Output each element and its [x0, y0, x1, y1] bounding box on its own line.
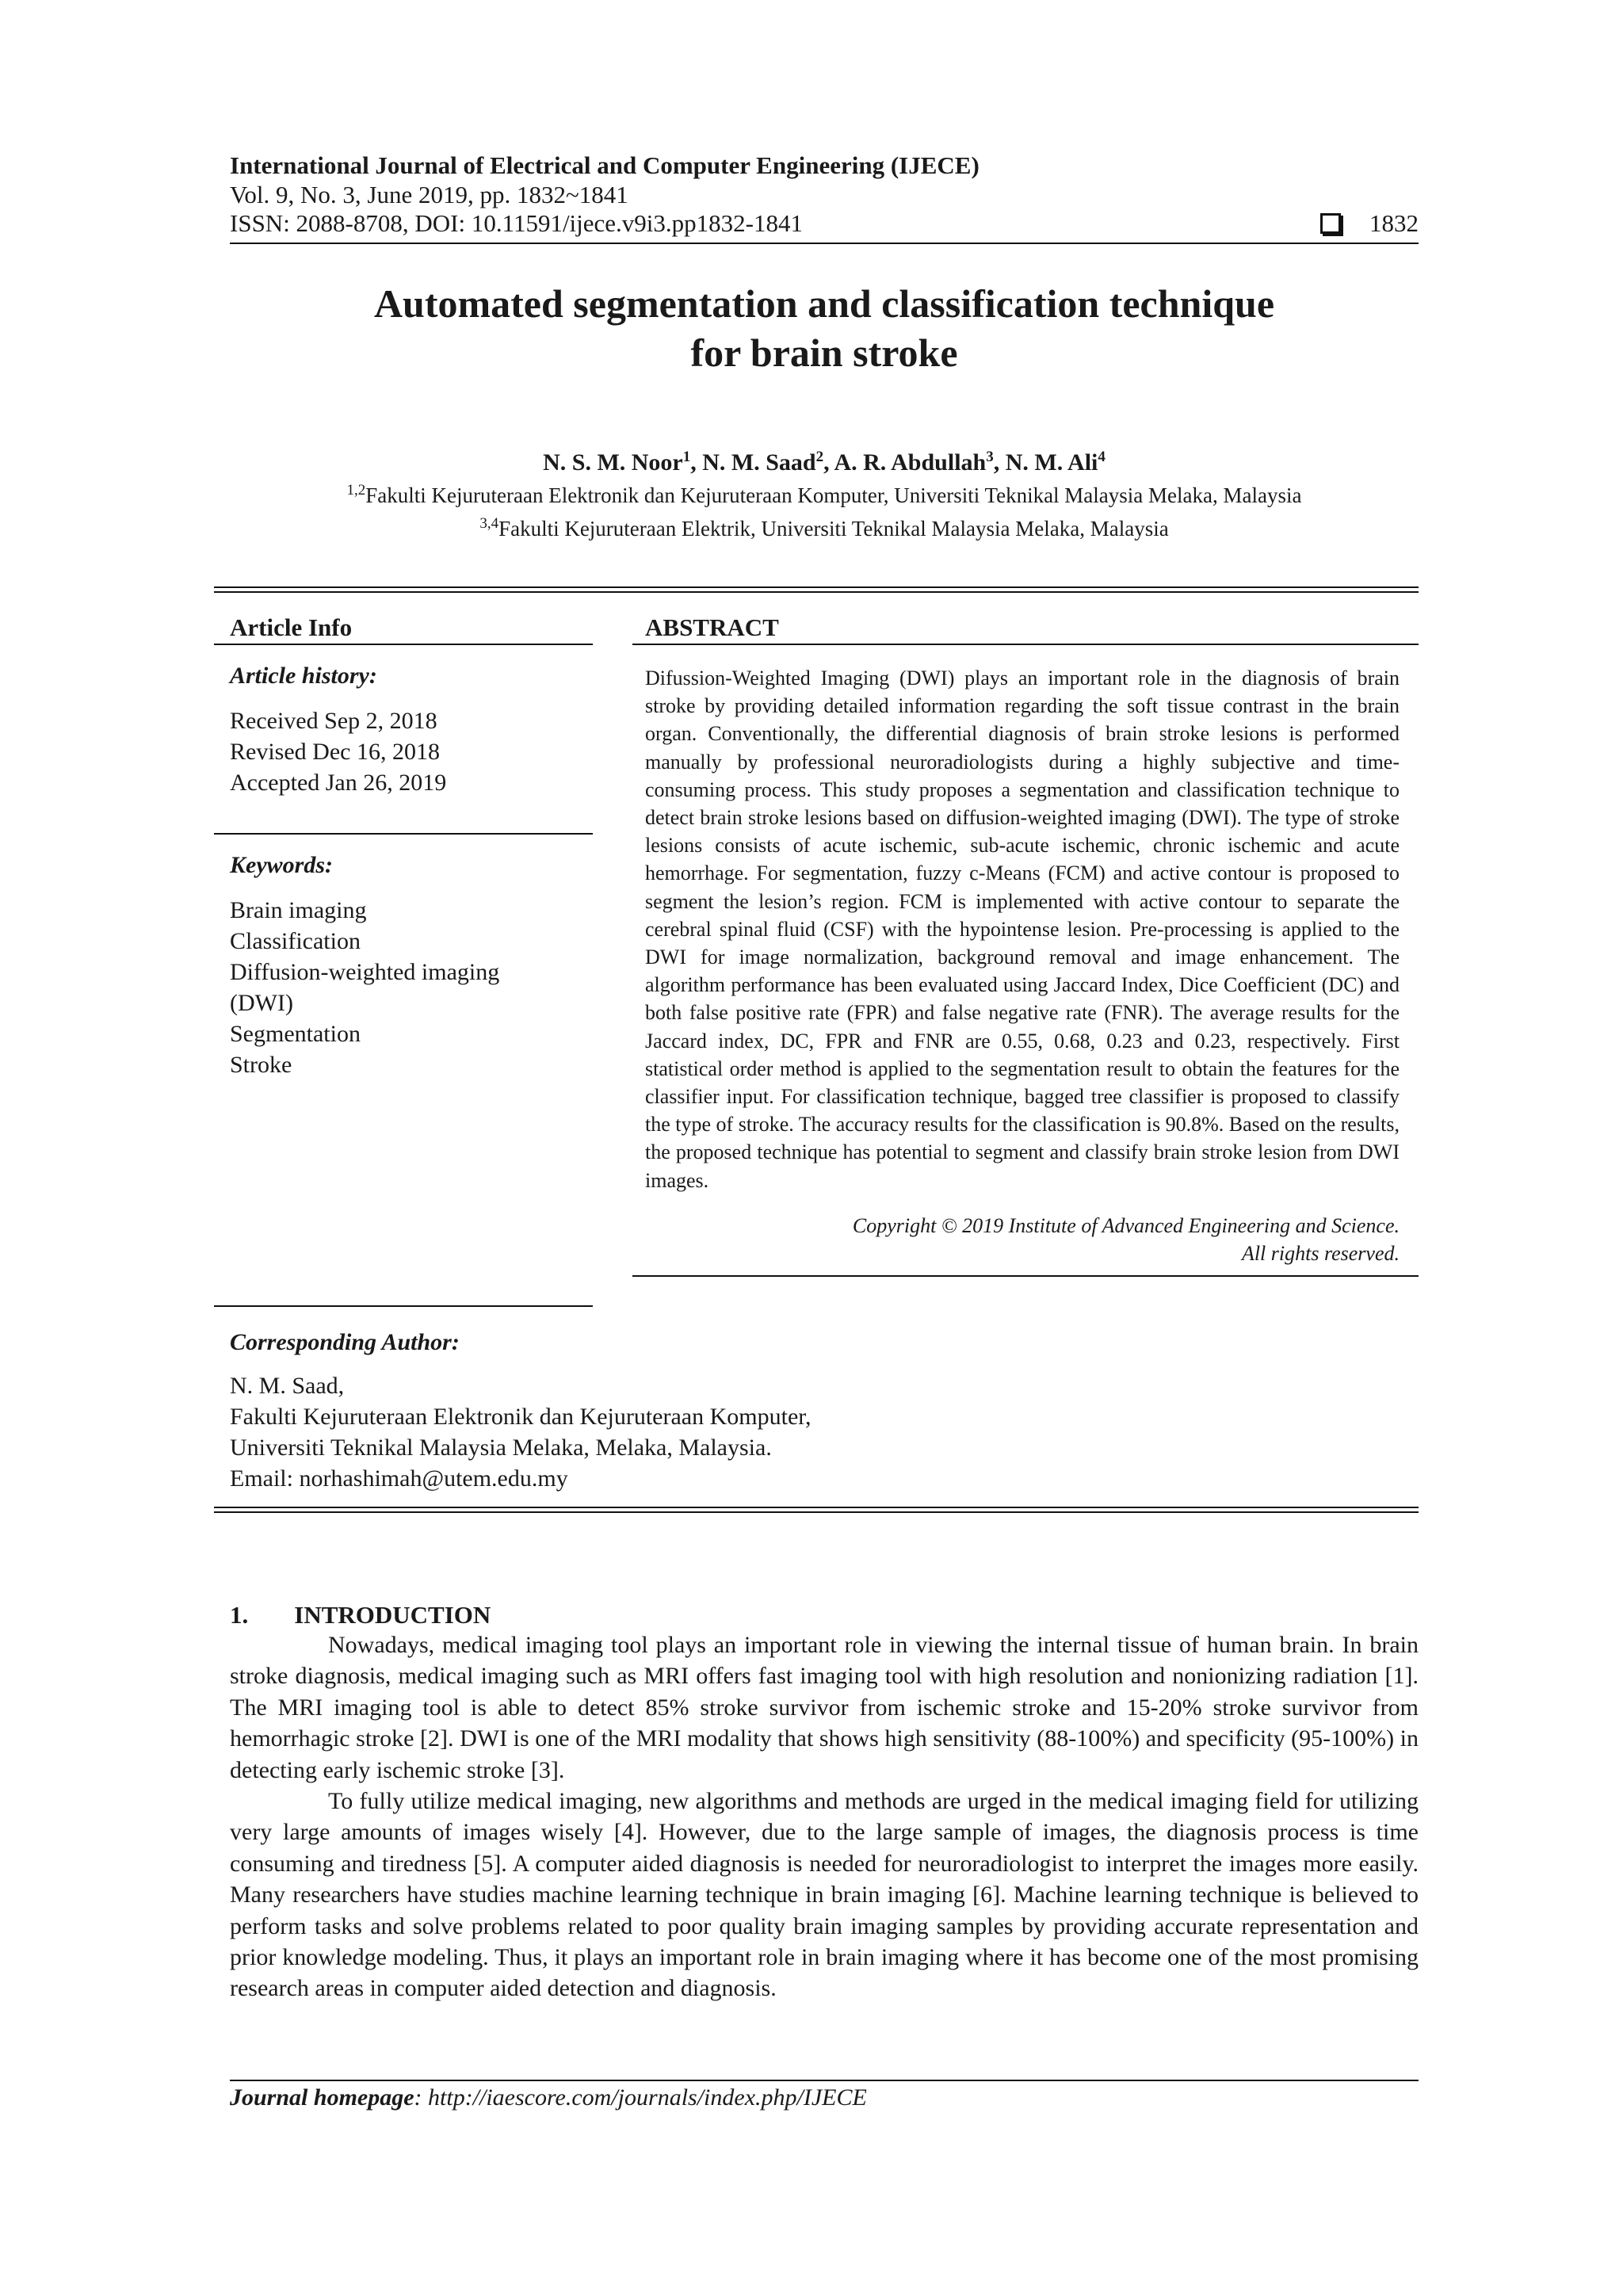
page-number: 1832 [1369, 209, 1419, 237]
keyword-list [214, 895, 593, 1080]
paper-title [230, 279, 1419, 377]
keyword-item: Brain imaging [230, 897, 367, 923]
title-line: Automated segmentation and classification technique [373, 281, 1275, 326]
info-columns [214, 613, 1419, 1307]
corresponding-line: N. M. Saad, [230, 1373, 345, 1399]
page-number-group [1320, 209, 1419, 238]
author-name: N. M. Ali [1005, 449, 1098, 476]
corresponding-email: Email: norhashimah@utem.edu.my [230, 1465, 568, 1492]
affiliation-text: Fakulti Kejuruteraan Elektrik, Universiti Teknikal Malaysia Melaka, Malaysia [498, 517, 1169, 541]
author-sep: , [823, 449, 834, 476]
history-item: Accepted Jan 26, 2019 [230, 770, 447, 796]
author-name: A. R. Abdullah [834, 449, 987, 476]
affiliation [230, 476, 1419, 510]
author-name: N. S. M. Noor [543, 449, 683, 476]
introduction-section [230, 1601, 1419, 2004]
history-item: Revised Dec 16, 2018 [230, 739, 440, 765]
info-separator [214, 833, 593, 835]
footer-label: Journal homepage [230, 2084, 414, 2111]
keyword-item: (DWI) [230, 990, 293, 1016]
author-list [230, 449, 1419, 476]
affiliation-text: Fakulti Kejuruteraan Elektronik dan Kejuruteraan Komputer, Universiti Teknikal Malaysia Melaka, Malaysia [365, 483, 1302, 507]
page-footer [230, 2080, 1419, 2111]
affiliation-sup: 3,4 [479, 515, 499, 532]
double-rule-top [214, 586, 1419, 593]
info-bottom-separator [214, 1305, 593, 1307]
corresponding-author [214, 1329, 1419, 1494]
article-info-block [214, 586, 1419, 1513]
double-rule-bottom [214, 1507, 1419, 1513]
affiliation-sup: 1,2 [346, 482, 366, 499]
abstract-text: Difussion-Weighted Imaging (DWI) plays an important role in the diagnosis of brain stroke by providing detailed information regarding the soft tissue contrast in the brain organ. Conventionally, the differential diagnosis of brain stroke lesions is performed manually by professional neuroradiologists during a highly subjective and time- consuming process. This study proposes a segmentation and classification technique to detect brain stroke lesions based on diffusion-weighted imaging (DWI). The type of stroke lesions consists of acute ischemic, sub-acute ischemic, chronic ischemic and acute hemorrhage. For segmentation, fuzzy c-Means (FCM) and active contour is proposed to segment the lesion’s region. FCM is implemented with active contour to separate the cerebral spinal fluid (CSF) with the hypointense lesion. Pre-processing is applied to the DWI for image normalization, background removal and image enhancement. The algorithm performance has been evaluated using Jaccard Index, Dice Coefficient (DC) and both false positive rate (FPR) and false negative rate (FNR). The average results for the Jaccard index, DC, FPR and FNR are 0.55, 0.68, 0.23 and 0.23, respectively. First statistical order method is applied to the segmentation result to obtain the features for the classifier input. For classification technique, bagged tree classifier is proposed to classify the type of stroke. The accuracy results for the classification is 90.8%. Based on the results, the proposed technique has potential to segment and classify brain stroke lesion from DWI images. [645, 667, 1400, 1192]
author-sup: 1 [682, 449, 691, 465]
journal-name: International Journal of Electrical and Computer Engineering (IJECE) [230, 151, 980, 179]
journal-issn-row [230, 209, 1419, 238]
body-paragraph: Nowadays, medical imaging tool plays an important role in viewing the internal tissue of human brain. In brain stroke diagnosis, medical imaging such as MRI offers fast imaging tool with high resolution and nonionizing radiation [1]. The MRI imaging tool is able to detect 85% stroke survivor from ischemic stroke and 15-20% stroke survivor from hemorrhagic stroke [2]. DWI is one of the MRI modality that shows high sensitivity (88-100%) and specificity (95-100%) in detecting early ischemic stroke [3]. [230, 1632, 1419, 1783]
corresponding-line: Universiti Teknikal Malaysia Melaka, Melaka, Malaysia. [230, 1435, 772, 1461]
abstract-heading: ABSTRACT [632, 613, 1419, 645]
footer-url: : http://iaescore.com/journals/index.php/IJECE [414, 2084, 867, 2111]
keyword-item: Diffusion-weighted imaging [230, 959, 500, 985]
author-sup: 3 [986, 449, 994, 465]
keyword-item: Stroke [230, 1052, 292, 1078]
copyright-line: All rights reserved. [1241, 1241, 1400, 1265]
author-sep: , [690, 449, 703, 476]
keyword-item: Segmentation [230, 1021, 361, 1047]
corresponding-author-heading: Corresponding Author: [230, 1329, 460, 1355]
section-heading [230, 1601, 1419, 1629]
author-sup: 4 [1098, 449, 1106, 465]
author-sep: , [993, 449, 1006, 476]
title-line: for brain stroke [690, 330, 958, 375]
article-info-heading: Article Info [214, 613, 593, 645]
square-box-icon [1320, 213, 1341, 234]
copyright-line: Copyright © 2019 Institute of Advanced Engineering and Science. [852, 1213, 1400, 1237]
journal-issn-doi: ISSN: 2088-8708, DOI: 10.11591/ijece.v9i3.pp1832-1841 [230, 209, 803, 237]
article-info-column [214, 613, 593, 1307]
section-number: 1. [230, 1601, 249, 1629]
header-rule [230, 243, 1419, 244]
page-header [230, 151, 1419, 543]
copyright-notice [632, 1212, 1419, 1267]
corresponding-author-details [230, 1370, 1419, 1494]
affiliation [230, 510, 1419, 543]
author-sup: 2 [815, 449, 824, 465]
history-list [214, 705, 593, 798]
keyword-item: Classification [230, 928, 361, 954]
journal-volume: Vol. 9, No. 3, June 2019, pp. 1832~1841 [230, 181, 628, 208]
history-item: Received Sep 2, 2018 [230, 708, 437, 734]
author-name: N. M. Saad [702, 449, 816, 476]
abstract-column [632, 613, 1419, 1307]
history-heading: Article history: [230, 663, 377, 689]
body-paragraph: To fully utilize medical imaging, new algorithms and methods are urged in the medical imaging field for utilizing very large amounts of images wisely [4]. However, due to the large sample of images, the diagnosis process is time consuming and tiredness [5]. A computer aided diagnosis is needed for neuroradiologist to interpret the images more easily. Many researchers have studies machine learning technique in brain imaging [6]. Machine learning technique is believed to perform tasks and solve problems related to poor quality brain imaging samples by providing accurate representation and prior knowledge modeling. Thus, it plays an important role in brain imaging where it has become one of the most promising research areas in computer aided detection and diagnosis. [230, 1788, 1419, 2002]
abstract-bottom-rule [632, 1275, 1419, 1277]
section-title: INTRODUCTION [294, 1601, 491, 1629]
keywords-heading: Keywords: [230, 852, 333, 878]
corresponding-line: Fakulti Kejuruteraan Elektronik dan Kejuruteraan Komputer, [230, 1404, 812, 1430]
